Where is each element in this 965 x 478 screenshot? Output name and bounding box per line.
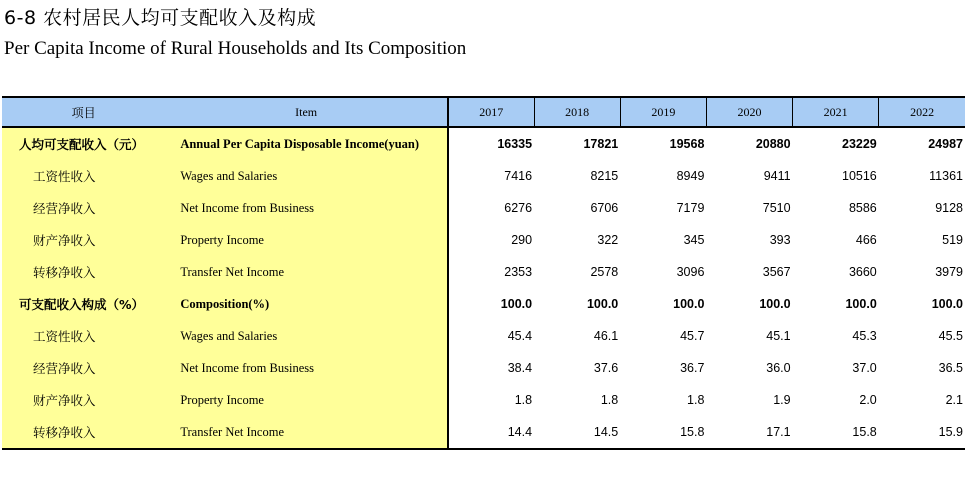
- table-row: [2, 352, 965, 384]
- value-cell: 2.0: [859, 393, 877, 407]
- value-cell: 3096: [676, 265, 705, 279]
- value-cell: 45.5: [938, 329, 963, 343]
- value-cell: 24987: [928, 137, 963, 151]
- header-row: [2, 97, 965, 127]
- value-cell: 1.8: [687, 393, 705, 407]
- value-cell: 16335: [448, 127, 534, 160]
- row-label-cn: 转移净收入: [2, 416, 165, 449]
- value-cell: 3567: [762, 265, 791, 279]
- value-cell: 2.1: [945, 393, 963, 407]
- value-cell: 45.4: [448, 320, 534, 352]
- table-row: [2, 160, 965, 192]
- value-cell: 15.8: [793, 416, 879, 449]
- value-cell: 2353: [448, 256, 534, 288]
- value-cell: 37.0: [852, 361, 877, 375]
- value-cell: 45.1: [766, 329, 791, 343]
- row-label-cn: 财产净收入: [2, 384, 165, 416]
- value-cell: 45.3: [852, 329, 877, 343]
- header-item-en: Item: [165, 97, 448, 127]
- value-cell: 290: [448, 224, 534, 256]
- header-year: 2022: [879, 97, 965, 127]
- header-item-cn: 项目: [2, 97, 165, 127]
- value-cell: 19568: [669, 137, 705, 151]
- row-label-cn: 可支配收入构成（%）: [2, 288, 165, 320]
- value-cell: 9128: [935, 201, 963, 215]
- value-cell: 100.0: [845, 297, 877, 311]
- value-cell: 9411: [763, 169, 791, 183]
- value-cell: 36.7: [680, 361, 705, 375]
- header-year: 2021: [793, 97, 879, 127]
- value-cell: 23229: [842, 137, 877, 151]
- value-cell: 6706: [590, 201, 619, 215]
- row-label-en: Annual Per Capita Disposable Income(yuan): [165, 127, 448, 160]
- header-year: 2017: [448, 97, 534, 127]
- row-label-cn: 经营净收入: [2, 192, 165, 224]
- table-row: [2, 127, 965, 160]
- value-cell: 11361: [929, 169, 963, 183]
- value-cell: 466: [855, 233, 877, 247]
- row-label-en: Property Income: [165, 384, 448, 416]
- row-label-en: Property Income: [165, 224, 448, 256]
- table-title-chinese: 6-8 农村居民人均可支配收入及构成: [4, 7, 317, 29]
- table-row: [2, 288, 965, 320]
- value-cell: 3979: [935, 265, 963, 279]
- table-row: [2, 224, 965, 256]
- value-cell: 14.5: [534, 416, 620, 449]
- header-year: 2019: [620, 97, 706, 127]
- table-title-english: Per Capita Income of Rural Households and Its Composition: [4, 38, 467, 59]
- value-cell: 100.0: [586, 297, 619, 311]
- value-cell: 7416: [448, 160, 534, 192]
- value-cell: 8215: [590, 169, 619, 183]
- value-cell: 345: [683, 233, 705, 247]
- row-label-cn: 工资性收入: [2, 320, 165, 352]
- value-cell: 17821: [583, 137, 619, 151]
- value-cell: 100.0: [759, 297, 791, 311]
- income-table: [2, 96, 965, 450]
- row-label-en: Wages and Salaries: [165, 320, 448, 352]
- row-label-en: Wages and Salaries: [165, 160, 448, 192]
- table-row: [2, 192, 965, 224]
- value-cell: 38.4: [448, 352, 534, 384]
- row-label-cn: 转移净收入: [2, 256, 165, 288]
- header-year: 2020: [706, 97, 792, 127]
- row-label-en: Composition(%): [165, 288, 448, 320]
- header-year: 2018: [534, 97, 620, 127]
- row-label-cn: 经营净收入: [2, 352, 165, 384]
- row-label-cn: 工资性收入: [2, 160, 165, 192]
- value-cell: 10516: [842, 169, 877, 183]
- row-label-en: Net Income from Business: [165, 192, 448, 224]
- value-cell: 1.9: [773, 393, 791, 407]
- value-cell: 7179: [676, 201, 705, 215]
- value-cell: 8586: [848, 201, 877, 215]
- value-cell: 1.8: [448, 384, 534, 416]
- row-label-en: Net Income from Business: [165, 352, 448, 384]
- value-cell: 100.0: [931, 297, 963, 311]
- table-row: [2, 256, 965, 288]
- row-label-en: Transfer Net Income: [165, 416, 448, 449]
- value-cell: 37.6: [593, 361, 619, 375]
- table-row: [2, 384, 965, 416]
- value-cell: 3660: [848, 265, 877, 279]
- value-cell: 45.7: [680, 329, 705, 343]
- value-cell: 519: [942, 233, 963, 247]
- value-cell: 100.0: [448, 288, 534, 320]
- value-cell: 322: [597, 233, 619, 247]
- value-cell: 8949: [676, 169, 705, 183]
- value-cell: 100.0: [673, 297, 705, 311]
- row-label-cn: 人均可支配收入（元）: [2, 127, 165, 160]
- value-cell: 14.4: [448, 416, 534, 449]
- value-cell: 36.0: [766, 361, 791, 375]
- value-cell: 7510: [762, 201, 791, 215]
- value-cell: 15.8: [620, 416, 706, 449]
- value-cell: 6276: [448, 192, 534, 224]
- table-row: [2, 416, 965, 449]
- value-cell: 1.8: [600, 393, 619, 407]
- row-label-en: Transfer Net Income: [165, 256, 448, 288]
- value-cell: 36.5: [938, 361, 963, 375]
- table-row: [2, 320, 965, 352]
- value-cell: 17.1: [706, 416, 792, 449]
- value-cell: 2578: [590, 265, 619, 279]
- value-cell: 46.1: [593, 329, 619, 343]
- value-cell: 20880: [755, 137, 791, 151]
- value-cell: 15.9: [879, 416, 965, 449]
- row-label-cn: 财产净收入: [2, 224, 165, 256]
- value-cell: 393: [769, 233, 791, 247]
